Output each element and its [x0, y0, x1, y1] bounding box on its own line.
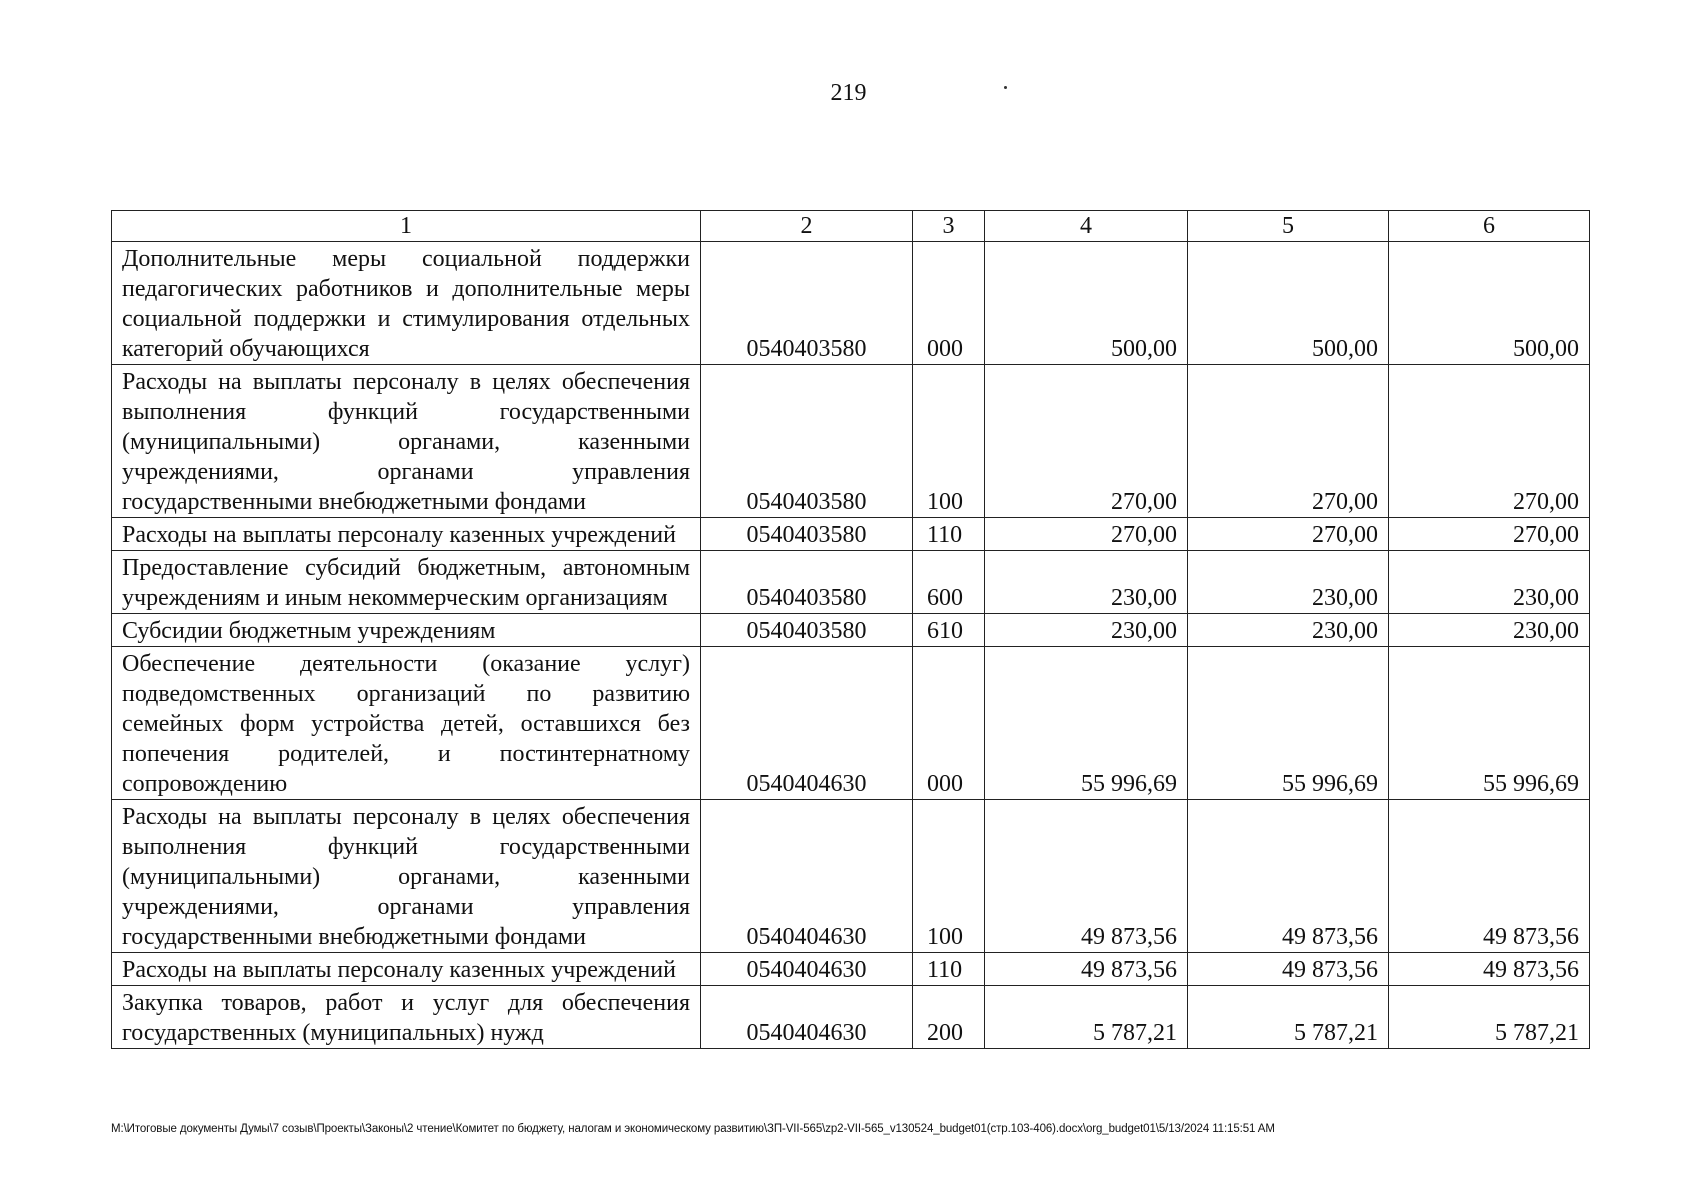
- row-name-cell: Дополнительные меры социальной поддержки педагогических работников и дополнительные меры социальной поддержки и стимулирования отдельных категорий обучающихся: [112, 242, 701, 365]
- expense-type-cell: 610: [913, 614, 985, 647]
- row-name-cell: Расходы на выплаты персоналу казенных учреждений: [112, 518, 701, 551]
- expense-type-cell: 100: [913, 800, 985, 953]
- amount-cell: 55 996,69: [1389, 647, 1590, 800]
- column-header: 6: [1389, 211, 1590, 242]
- amount-cell: 49 873,56: [1389, 953, 1590, 986]
- row-name-cell: Закупка товаров, работ и услуг для обеспечения государственных (муниципальных) нужд: [112, 986, 701, 1049]
- expense-type-cell: 110: [913, 953, 985, 986]
- amount-cell: 270,00: [985, 518, 1188, 551]
- column-header: 5: [1188, 211, 1389, 242]
- expense-type-cell: 000: [913, 242, 985, 365]
- expense-type-cell: 100: [913, 365, 985, 518]
- amount-cell: 230,00: [1188, 614, 1389, 647]
- row-name-cell: Расходы на выплаты персоналу в целях обеспечения выполнения функций государственными (муниципальными) органами, казенными учреждениями, органами управления государственными внебюджетными фондами: [112, 365, 701, 518]
- target-code-cell: 0540403580: [701, 551, 913, 614]
- amount-cell: 49 873,56: [1188, 953, 1389, 986]
- target-code-cell: 0540404630: [701, 800, 913, 953]
- page-number: 219: [830, 80, 867, 106]
- amount-cell: 49 873,56: [1389, 800, 1590, 953]
- amount-cell: 230,00: [1188, 551, 1389, 614]
- amount-cell: 55 996,69: [985, 647, 1188, 800]
- budget-table: [111, 210, 1590, 1049]
- amount-cell: 230,00: [1389, 614, 1590, 647]
- amount-cell: 49 873,56: [985, 953, 1188, 986]
- table-row: [112, 518, 1590, 551]
- amount-cell: 270,00: [1389, 518, 1590, 551]
- expense-type-cell: 110: [913, 518, 985, 551]
- amount-cell: 270,00: [1389, 365, 1590, 518]
- amount-cell: 270,00: [985, 365, 1188, 518]
- expense-type-cell: 000: [913, 647, 985, 800]
- table-row: [112, 551, 1590, 614]
- amount-cell: 270,00: [1188, 518, 1389, 551]
- target-code-cell: 0540403580: [701, 365, 913, 518]
- row-name-cell: Предоставление субсидий бюджетным, автономным учреждениям и иным некоммерческим организациям: [112, 551, 701, 614]
- amount-cell: 5 787,21: [1389, 986, 1590, 1049]
- table-row: [112, 800, 1590, 953]
- amount-cell: 270,00: [1188, 365, 1389, 518]
- amount-cell: 5 787,21: [985, 986, 1188, 1049]
- amount-cell: 49 873,56: [1188, 800, 1389, 953]
- expense-type-cell: 200: [913, 986, 985, 1049]
- amount-cell: 500,00: [1389, 242, 1590, 365]
- target-code-cell: 0540404630: [701, 647, 913, 800]
- table-row: [112, 242, 1590, 365]
- scan-speck: [1004, 86, 1007, 89]
- expense-type-cell: 600: [913, 551, 985, 614]
- row-name-cell: Обеспечение деятельности (оказание услуг) подведомственных организаций по развитию семейных форм устройства детей, оставшихся без попечения родителей, и постинтернатному сопровождению: [112, 647, 701, 800]
- target-code-cell: 0540403580: [701, 518, 913, 551]
- target-code-cell: 0540403580: [701, 614, 913, 647]
- target-code-cell: 0540404630: [701, 986, 913, 1049]
- column-header: 3: [913, 211, 985, 242]
- row-name-cell: Субсидии бюджетным учреждениям: [112, 614, 701, 647]
- amount-cell: 500,00: [985, 242, 1188, 365]
- column-header: 4: [985, 211, 1188, 242]
- column-header: 1: [112, 211, 701, 242]
- amount-cell: 230,00: [1389, 551, 1590, 614]
- row-name-cell: Расходы на выплаты персоналу в целях обеспечения выполнения функций государственными (муниципальными) органами, казенными учреждениями, органами управления государственными внебюджетными фондами: [112, 800, 701, 953]
- table-row: [112, 647, 1590, 800]
- amount-cell: 5 787,21: [1188, 986, 1389, 1049]
- table-row: [112, 365, 1590, 518]
- table-row: [112, 953, 1590, 986]
- amount-cell: 500,00: [1188, 242, 1389, 365]
- file-path-footer: M:\Итоговые документы Думы\7 созыв\Проекты\Законы\2 чтение\Комитет по бюджету, налогам и экономическому развитию\ЗП-VII-565\zp2-VII-565_v130524_budget01(стр.103-406).docx\org_budget01\5/13/2024 11:15:51 AM: [111, 1123, 1275, 1135]
- target-code-cell: 0540404630: [701, 953, 913, 986]
- amount-cell: 49 873,56: [985, 800, 1188, 953]
- amount-cell: 55 996,69: [1188, 647, 1389, 800]
- target-code-cell: 0540403580: [701, 242, 913, 365]
- row-name-cell: Расходы на выплаты персоналу казенных учреждений: [112, 953, 701, 986]
- column-header: 2: [701, 211, 913, 242]
- table-row: [112, 614, 1590, 647]
- table-row: [112, 986, 1590, 1049]
- amount-cell: 230,00: [985, 614, 1188, 647]
- amount-cell: 230,00: [985, 551, 1188, 614]
- header-row: [112, 211, 1590, 242]
